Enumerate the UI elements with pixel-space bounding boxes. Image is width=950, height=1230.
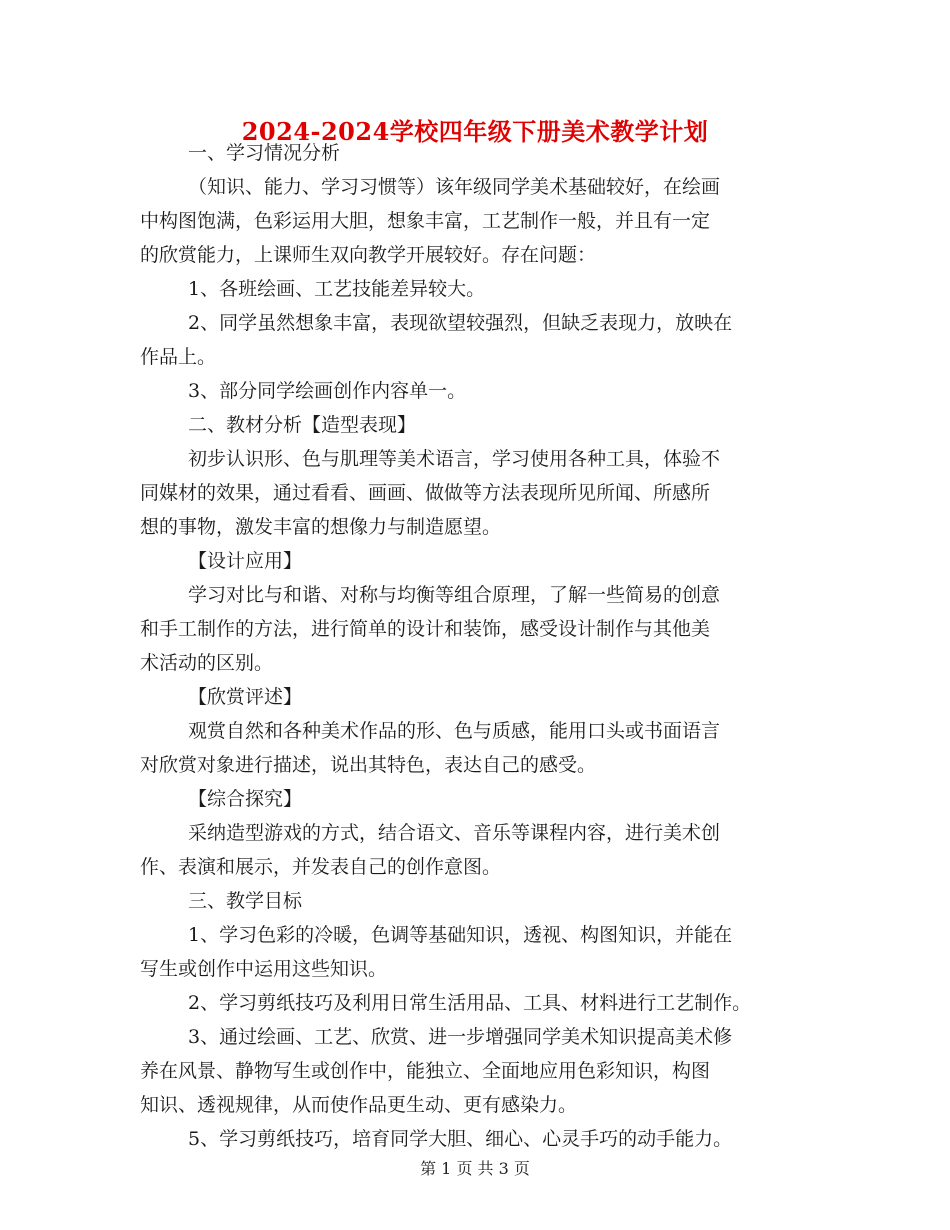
- subsection-heading: 【欣赏评述】: [188, 686, 303, 708]
- paragraph-line: 5、学习剪纸技巧，培育同学大胆、细心、心灵手巧的动手能力。: [188, 1128, 733, 1150]
- subsection-heading: 【综合探究】: [188, 788, 303, 810]
- paragraph-line: 和手工制作的方法，进行简单的设计和装饰，感受设计制作与其他美: [140, 618, 711, 640]
- paragraph-line: 学习对比与和谐、对称与均衡等组合原理，了解一些简易的创意: [188, 584, 721, 606]
- page-footer: 第 1 页 共 3 页: [420, 1159, 530, 1178]
- paragraph-line: 初步认识形、色与肌理等美术语言，学习使用各种工具，体验不: [188, 448, 721, 470]
- paragraph-line: 养在风景、静物写生或创作中，能独立、全面地应用色彩知识，构图: [140, 1060, 711, 1082]
- paragraph-line: 对欣赏对象进行描述，说出其特色，表达自己的感受。: [140, 754, 597, 776]
- paragraph-line: 采纳造型游戏的方式，结合语文、音乐等课程内容，进行美术创: [188, 822, 721, 844]
- paragraph-line: 同媒材的效果，通过看看、画画、做做等方法表现所见所闻、所感所: [140, 482, 711, 504]
- document-body: [140, 136, 820, 1156]
- paragraph-line: 知识、透视规律，从而使作品更生动、更有感染力。: [140, 1094, 578, 1116]
- section-heading: 二、教材分析【造型表现】: [188, 414, 417, 436]
- paragraph-line: 一、学习情况分析: [188, 142, 341, 164]
- paragraph-line: （知识、能力、学习习惯等）该年级同学美术基础较好，在绘画: [188, 176, 721, 198]
- paragraph-line: 作、表演和展示，并发表自己的创作意图。: [140, 856, 502, 878]
- paragraph-line: 1、学习色彩的冷暖，色调等基础知识，透视、构图知识，并能在: [188, 924, 733, 946]
- paragraph-line: 术活动的区别。: [140, 652, 274, 674]
- paragraph-line: 想的事物，激发丰富的想像力与制造愿望。: [140, 516, 502, 538]
- paragraph-line: 2、学习剪纸技巧及利用日常生活用品、工具、材料进行工艺制作。: [188, 992, 752, 1014]
- paragraph-line: 3、部分同学绘画创作内容单一。: [188, 380, 467, 402]
- document-title: 2024-2024学校四年级下册美术教学计划: [241, 117, 709, 146]
- paragraph-line: 1、各班绘画、工艺技能差异较大。: [188, 278, 486, 300]
- subsection-heading: 【设计应用】: [188, 550, 303, 572]
- section-heading: 三、教学目标: [188, 890, 303, 912]
- paragraph-line: 中构图饱满，色彩运用大胆，想象丰富，工艺制作一般，并且有一定: [140, 210, 711, 232]
- paragraph-line: 作品上。: [140, 346, 217, 368]
- paragraph-line: 观赏自然和各种美术作品的形、色与质感，能用口头或书面语言: [188, 720, 721, 742]
- paragraph-line: 的欣赏能力，上课师生双向教学开展较好。存在问题：: [140, 244, 597, 266]
- paragraph-line: 3、通过绘画、工艺、欣赏、进一步增强同学美术知识提高美术修: [188, 1026, 733, 1048]
- paragraph-line: 2、同学虽然想象丰富，表现欲望较强烈，但缺乏表现力，放映在: [188, 312, 733, 334]
- paragraph-line: 写生或创作中运用这些知识。: [140, 958, 388, 980]
